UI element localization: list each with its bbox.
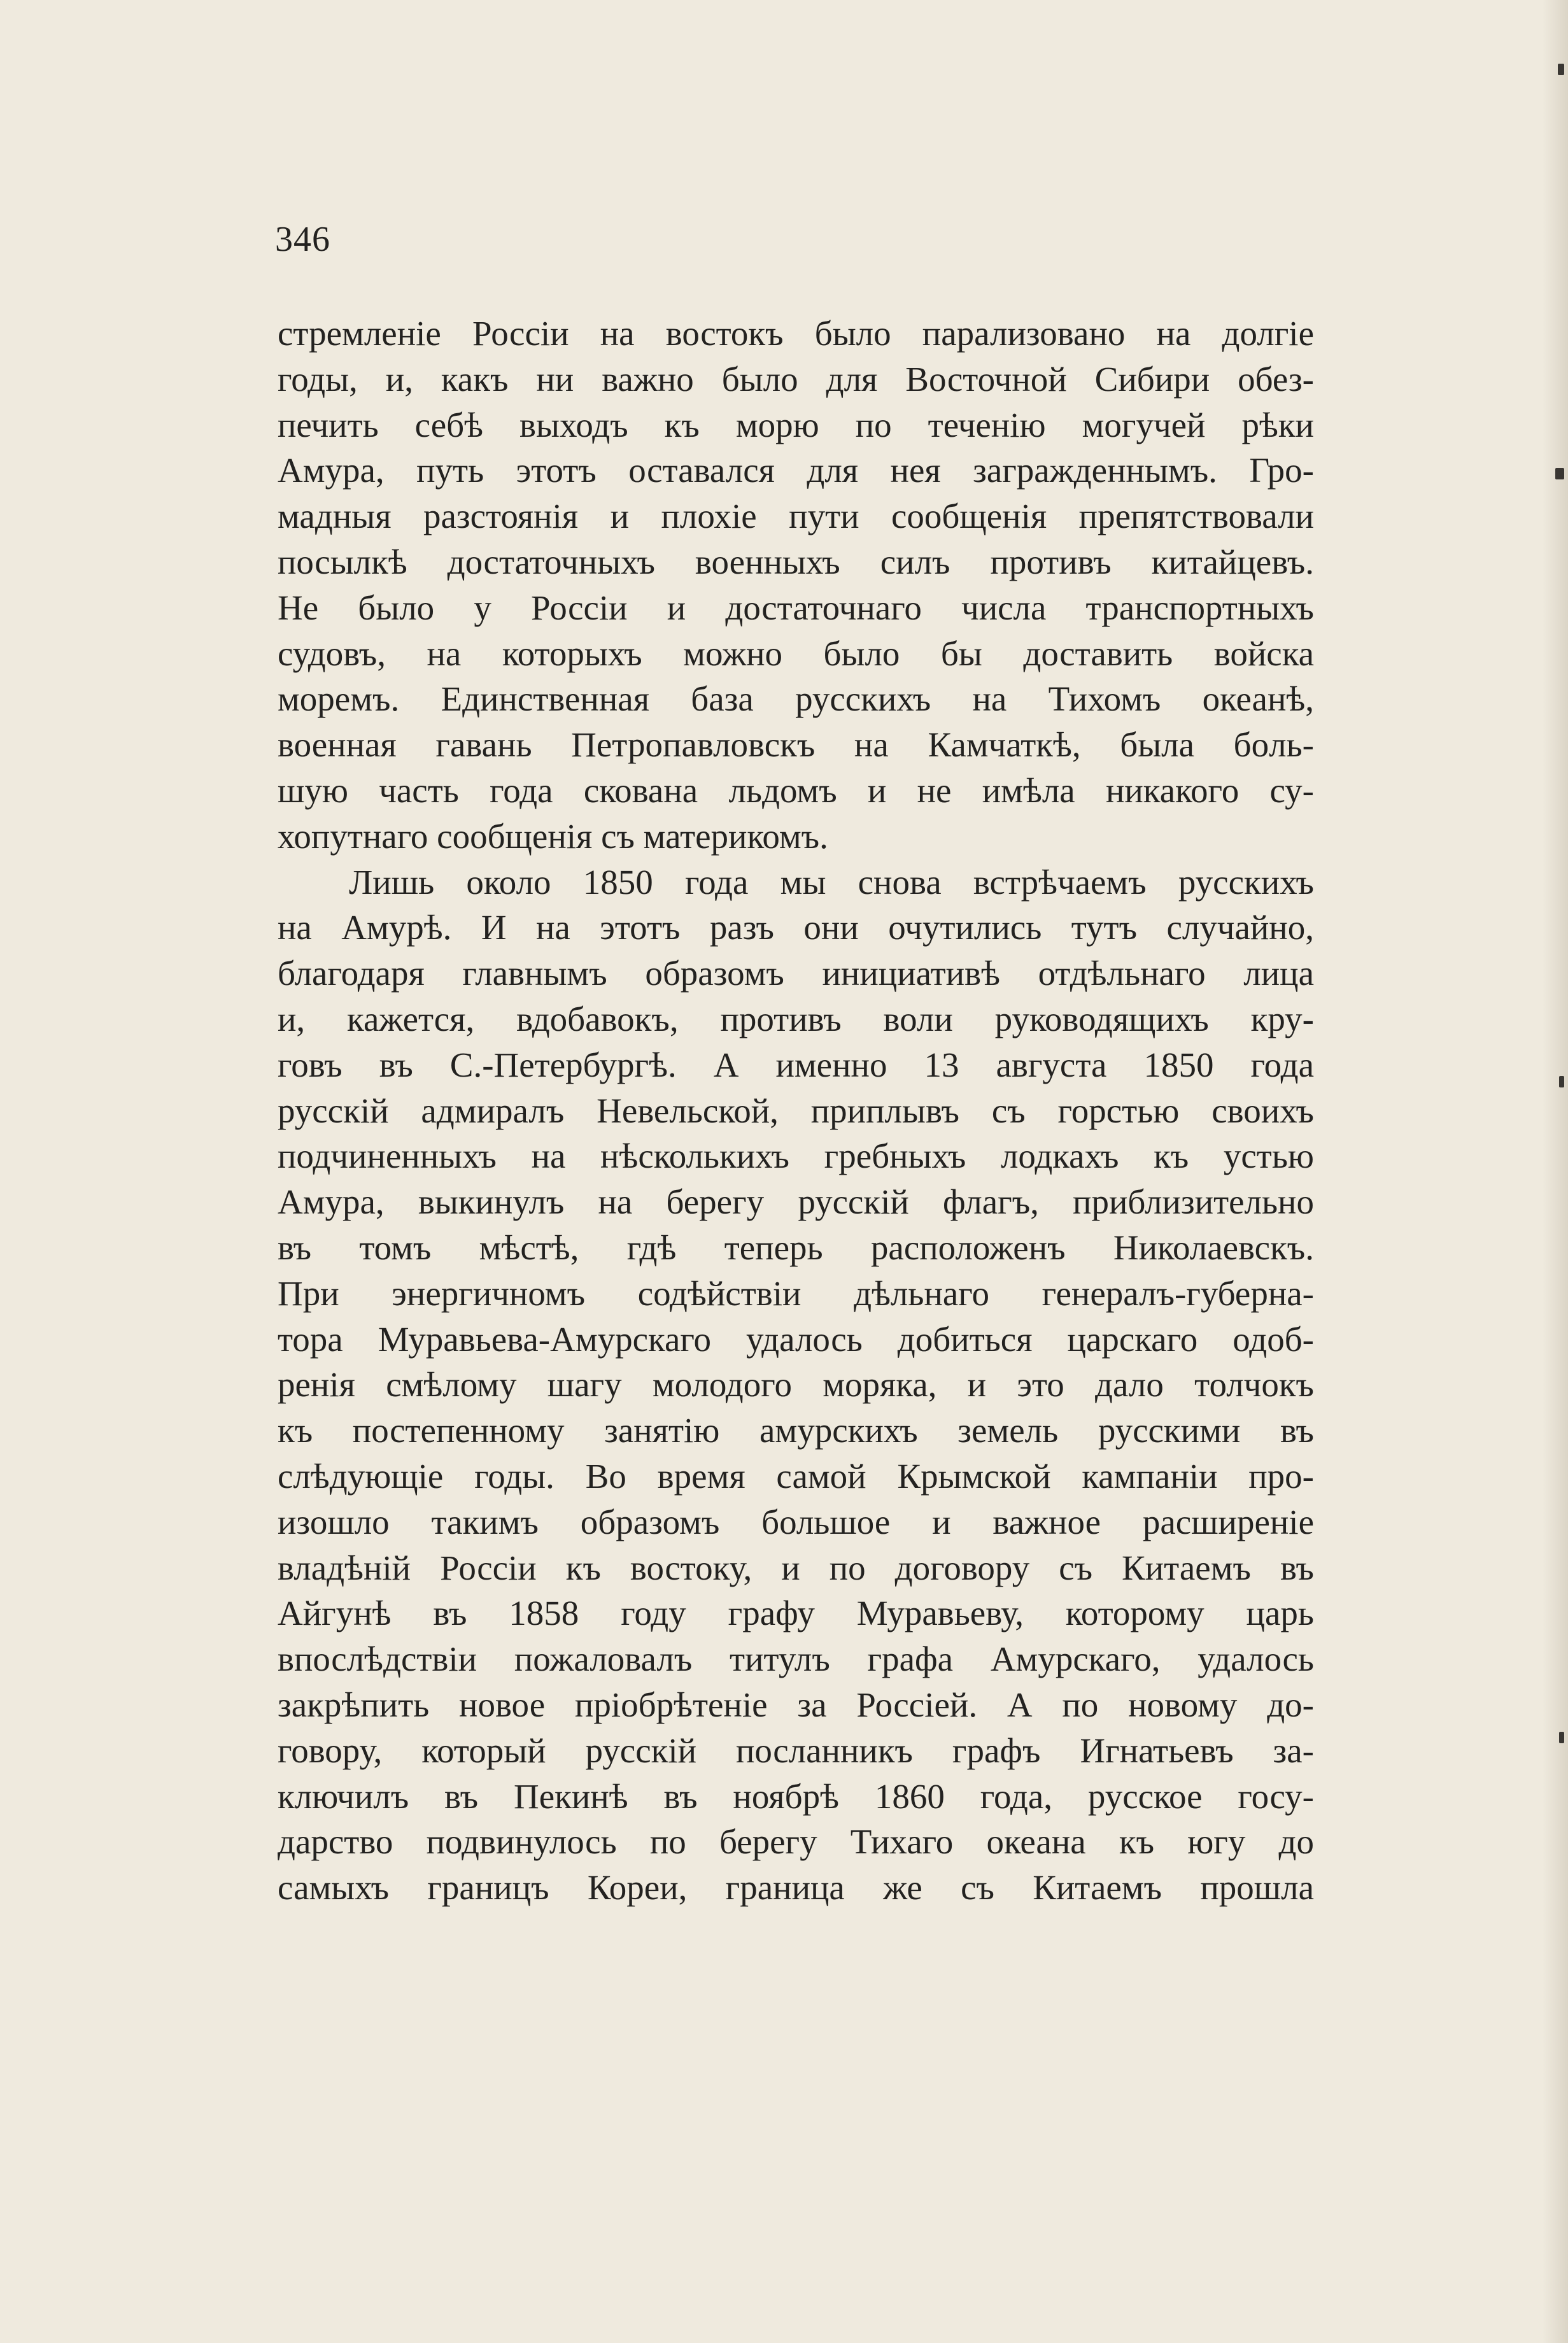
text-line: посылкѣ достаточныхъ военныхъ силъ противъ китайцевъ. — [278, 542, 1314, 581]
text-line: самыхъ границъ Кореи, граница же съ Китаемъ прошла — [278, 1868, 1314, 1908]
text-line: При энергичномъ содѣйствіи дѣльнаго генералъ-губерна- — [278, 1273, 1314, 1313]
text-line: Лишь около 1850 года мы снова встрѣчаемъ русскихъ — [349, 862, 1314, 902]
text-line: изошло такимъ образомъ большое и важное расширеніе — [278, 1502, 1314, 1541]
scan-edge-mark — [1558, 64, 1564, 75]
text-line: закрѣпить новое пріобрѣтеніе за Россіей. А по новому до- — [278, 1685, 1314, 1724]
text-line: Амура, выкинулъ на берегу русскій флагъ, приблизительно — [278, 1182, 1314, 1222]
text-line: впослѣдствіи пожаловалъ титулъ графа Амурскаго, удалось — [278, 1639, 1314, 1679]
scan-edge-mark — [1559, 1076, 1564, 1087]
page-number: 346 — [275, 220, 330, 259]
text-line: русскій адмиралъ Невельской, приплывъ съ горстью своихъ — [278, 1091, 1314, 1130]
text-line: ключилъ въ Пекинѣ въ ноябрѣ 1860 года, русское госу- — [278, 1776, 1314, 1816]
text-line: Амура, путь этотъ оставался для нея загражденнымъ. Гро- — [278, 451, 1314, 490]
text-line: печить себѣ выходъ къ морю по теченію могучей рѣки — [278, 405, 1314, 444]
text-line: благодаря главнымъ образомъ инициативѣ отдѣльнаго лица — [278, 954, 1314, 993]
text-line: въ томъ мѣстѣ, гдѣ теперь расположенъ Николаевскъ. — [278, 1228, 1314, 1267]
text-line: ренія смѣлому шагу молодого моряка, и это дало толчокъ — [278, 1365, 1314, 1405]
text-line: мадныя разстоянія и плохіе пути сообщенія препятствовали — [278, 497, 1314, 536]
text-line: моремъ. Единственная база русскихъ на Тихомъ океанѣ, — [278, 679, 1314, 719]
text-line: хопутнаго сообщенія съ материкомъ. — [278, 816, 828, 856]
paragraph-1 — [278, 311, 1314, 860]
text-line: шую часть года скована льдомъ и не имѣла никакого су- — [278, 770, 1314, 810]
text-line: и, кажется, вдобавокъ, противъ воли руководящихъ кру- — [278, 999, 1314, 1038]
scan-edge-mark — [1559, 1732, 1564, 1743]
text-line: военная гавань Петропавловскъ на Камчаткѣ, была бoль- — [278, 725, 1314, 765]
text-line: судовъ, на которыхъ можно было бы доставить войска — [278, 634, 1314, 673]
text-line: говору, который русскій посланникъ графъ Игнатьевъ за- — [278, 1731, 1314, 1770]
text-line: Не было у Россіи и достаточнаго числа транспортныхъ — [278, 588, 1314, 627]
text-line: подчиненныхъ на нѣсколькихъ гребныхъ лодкахъ къ устью — [278, 1136, 1314, 1176]
text-line: говъ въ С.-Петербургѣ. А именно 13 августа 1850 года — [278, 1045, 1314, 1084]
text-line: стремленіе Россіи на востокъ было парализовано на долгіе — [278, 314, 1314, 353]
text-line: дарство подвинулось по берегу Тихаго океана къ югу до — [278, 1822, 1314, 1862]
text-line: владѣній Россіи къ востоку, и по договору съ Китаемъ въ — [278, 1548, 1314, 1587]
text-line: къ постепенному занятію амурскихъ земель русскими въ — [278, 1411, 1314, 1450]
paragraph-2 — [278, 860, 1314, 1911]
page-edge-shadow — [1543, 0, 1568, 2343]
body-text — [278, 311, 1314, 1911]
scan-edge-mark — [1555, 468, 1564, 479]
text-line: годы, и, какъ ни важно было для Восточной Сибири обез- — [278, 359, 1314, 399]
text-line: слѣдующіе годы. Во время самой Крымской кампаніи про- — [278, 1456, 1314, 1496]
text-line: тора Муравьева-Амурскаго удалось добиться царскаго одоб- — [278, 1319, 1314, 1359]
text-line: Айгунѣ въ 1858 году графу Муравьеву, которому царь — [278, 1594, 1314, 1633]
text-line: на Амурѣ. И на этотъ разъ они очутились тутъ случайно, — [278, 908, 1314, 947]
